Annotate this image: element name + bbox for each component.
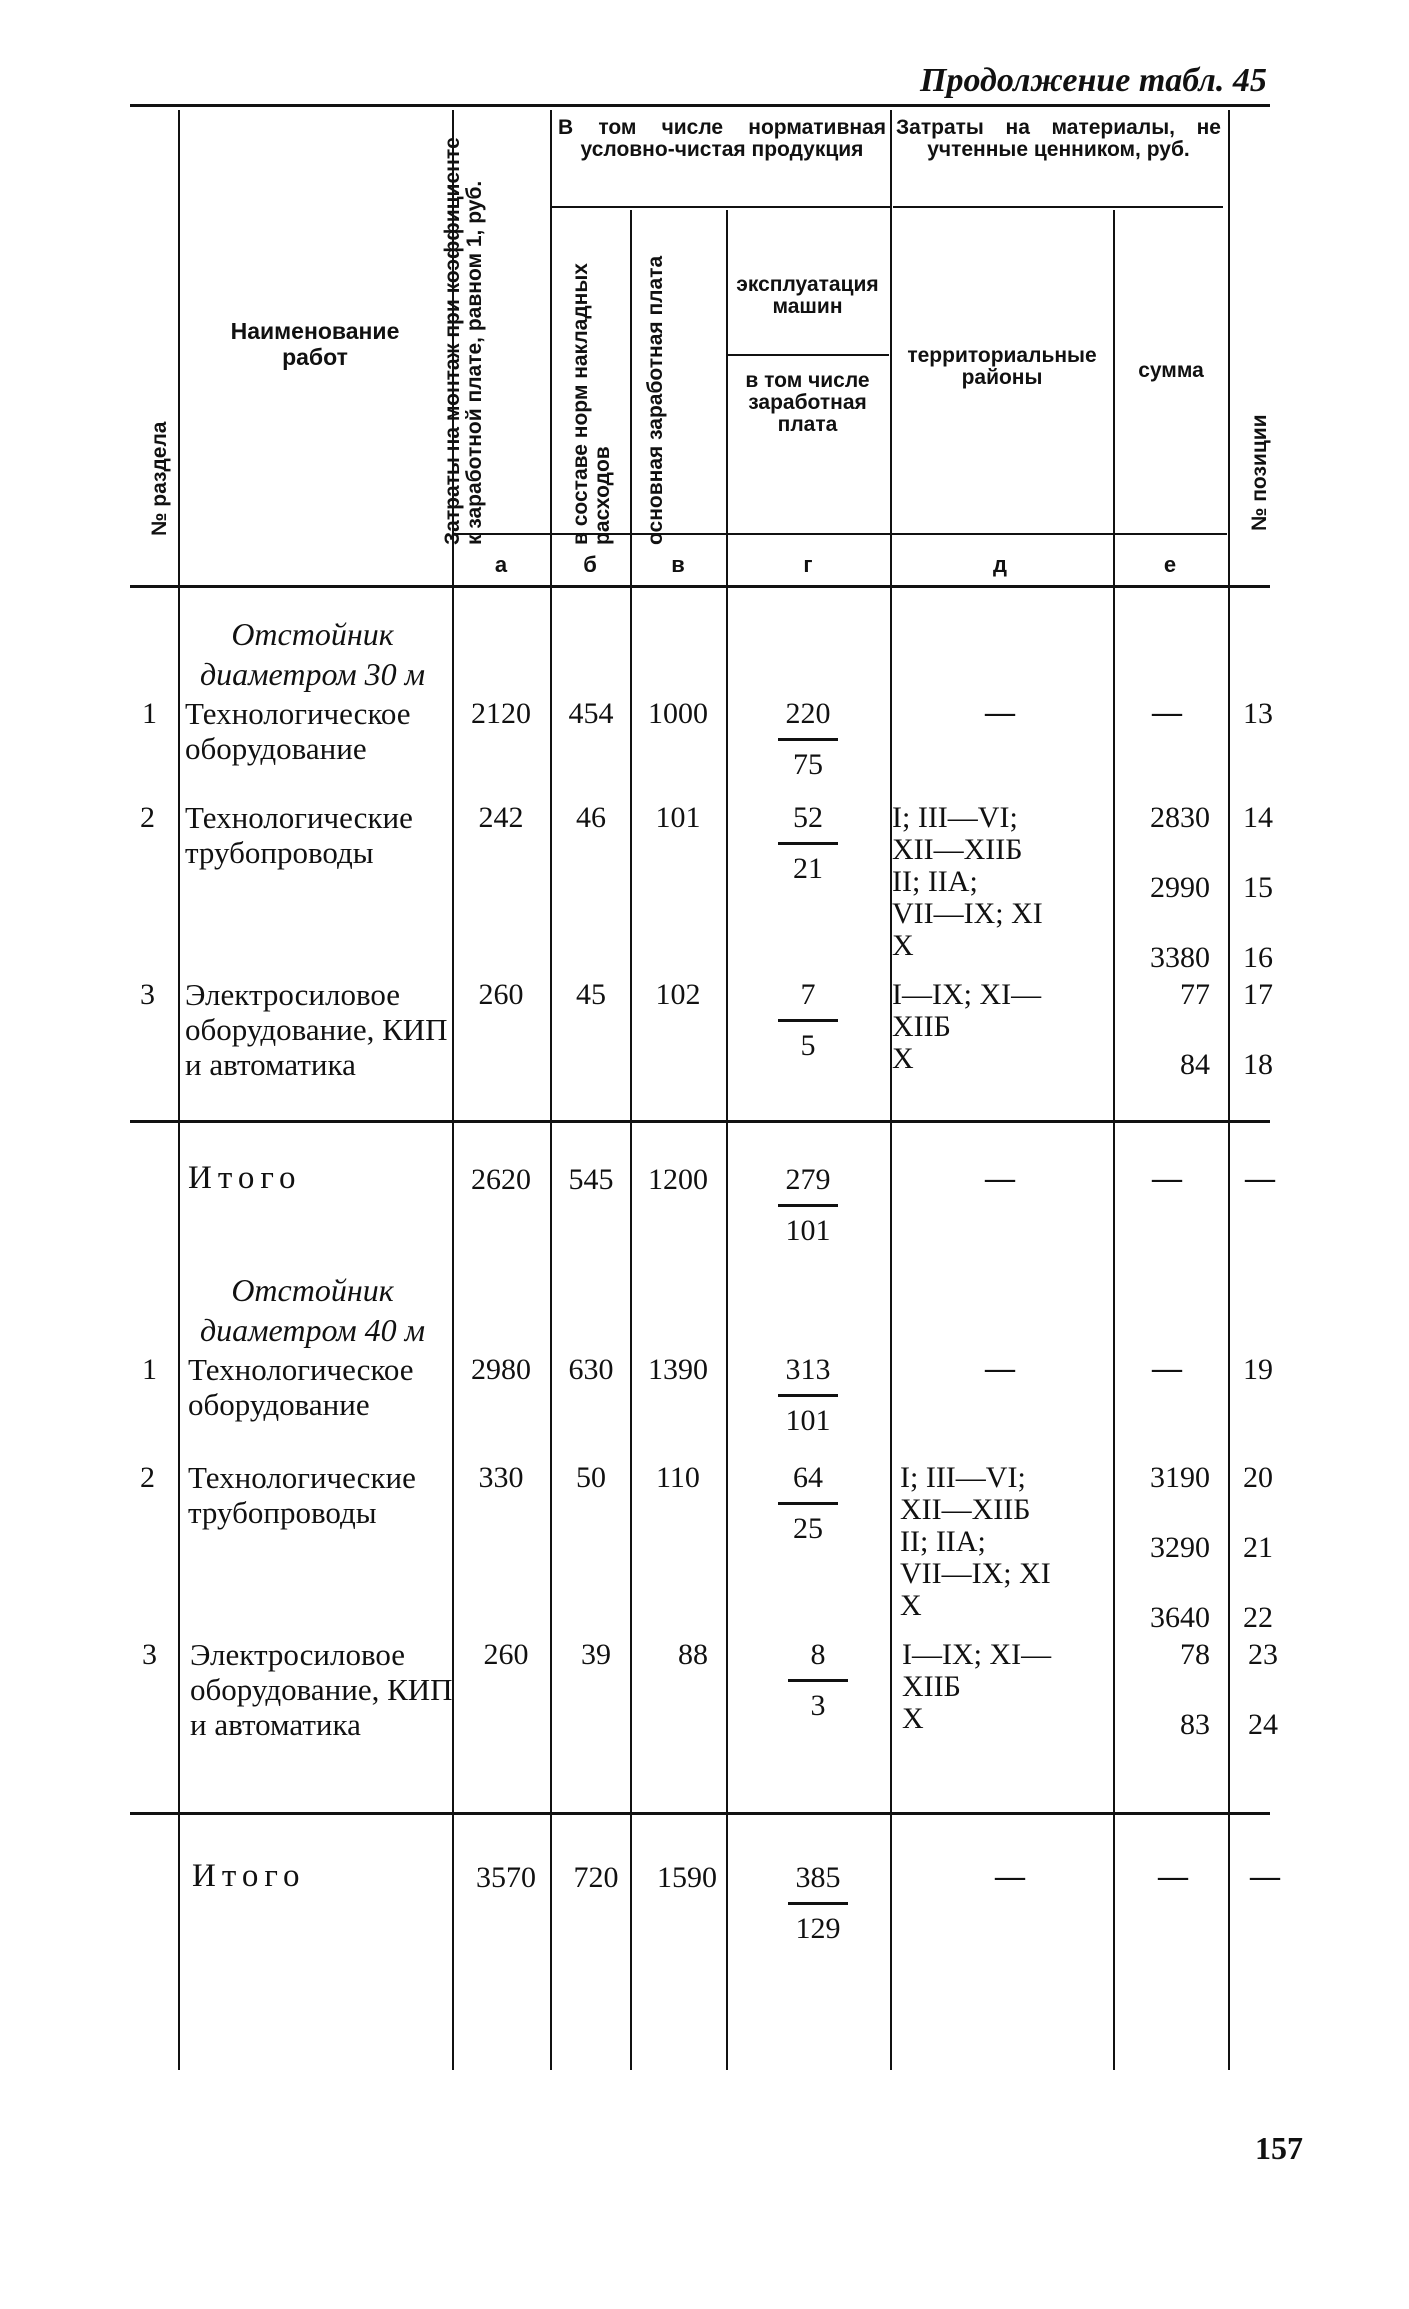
total-label: Итого [188,1160,302,1196]
letter-d: д [993,552,1007,577]
cost-a: 242 [478,801,524,834]
territorial-regions [892,979,1132,1075]
letter-e: е [1163,552,1177,577]
work-name: Электросиловое оборудование, КИП и автоматика [185,977,448,1082]
letter-v: в [671,552,685,577]
header-machine-incl-salary: в том числе заработная плата [745,369,870,436]
row-number: 3 [140,978,155,1011]
col-rule-8 [1228,110,1230,2070]
position-number: 22 [1243,1601,1273,1634]
material-sum: 2990 [1150,871,1210,904]
territorial-regions [892,802,1132,962]
position-number: 21 [1243,1531,1273,1564]
total-regions-dash: — [985,1162,1015,1195]
cost-b: 39 [581,1638,611,1671]
cost-b: 45 [576,978,606,1011]
header-position-no: № позиции [1248,414,1271,531]
material-sum: 84 [1180,1048,1210,1081]
cost-g-fraction: $\frac{8}{3}$ [768,1637,868,1724]
regions-dash: — [985,696,1015,729]
cost-v: 88 [678,1638,708,1671]
col-rule-7 [1113,210,1115,2070]
total-position-dash: — [1250,1860,1280,1893]
position-number: 17 [1243,978,1273,1011]
region-line: I—IX; XI— [902,1638,1052,1671]
region-line: I—IX; XI— [892,978,1042,1011]
total-sum-dash: — [1152,1162,1182,1195]
region-line: I; III—VI; [892,801,1018,834]
letter-a: а [494,552,508,577]
position-number: 13 [1243,697,1273,730]
header-machine-rule [726,354,889,356]
col-rule-5 [726,210,728,2070]
material-sum: 83 [1180,1708,1210,1741]
cost-g-fraction: $\frac{52}{21}$ [758,800,858,887]
cost-v: 102 [655,978,701,1011]
region-line: II; IIA; [900,1525,986,1558]
total-regions-dash: — [995,1860,1025,1893]
row-number: 2 [140,1461,155,1494]
total-v: 1200 [648,1163,708,1196]
material-sum: 78 [1180,1638,1210,1671]
material-sum: 77 [1180,978,1210,1011]
cost-v: 101 [655,801,701,834]
section-title: Отстойник диаметром 30 м [199,616,426,692]
region-line: XIIБ [902,1670,961,1703]
total-b: 545 [568,1163,614,1196]
section1-bottom-rule [130,1120,1270,1123]
cost-b: 630 [568,1353,614,1386]
position-number: 20 [1243,1461,1273,1494]
position-number: 19 [1243,1353,1273,1386]
header-base-salary: основная заработная плата [644,255,667,545]
header-work-name: Наименование работ [230,318,400,370]
header-territorial: территориальные районы [907,344,1097,389]
row-number: 3 [142,1638,157,1671]
region-line: VII—IX; XI [892,897,1043,930]
material-sum: 2830 [1150,801,1210,834]
sum-dash: — [1152,1352,1182,1385]
region-line: X [892,1042,914,1075]
total-b: 720 [573,1861,619,1894]
col-rule-3 [550,110,552,2070]
total-g-fraction: $\frac{279}{101}$ [758,1162,858,1249]
region-line: XII—XIIБ [900,1493,1031,1526]
total-label: Итого [192,1858,306,1894]
section-title: Отстойник диаметром 40 м [199,1272,426,1348]
cost-b: 46 [576,801,606,834]
work-name: Технологическое оборудование [188,1352,414,1422]
total-sum-dash: — [1158,1860,1188,1893]
header-subrule-1 [551,206,890,208]
header-machine-ops: эксплуатация машин [736,273,879,318]
material-sum: 3290 [1150,1531,1210,1564]
row-number: 2 [140,801,155,834]
position-number: 23 [1248,1638,1278,1671]
page-title: Продолжение табл. 45 [920,62,1267,99]
sum-dash: — [1152,696,1182,729]
cost-v: 1000 [648,697,708,730]
total-position-dash: — [1245,1162,1275,1195]
cost-b: 50 [576,1461,606,1494]
letter-g: г [803,552,813,577]
cost-a: 260 [483,1638,529,1671]
position-number: 24 [1248,1708,1278,1741]
cost-v: 1390 [648,1353,708,1386]
cost-g-fraction: $\frac{64}{25}$ [758,1460,858,1547]
region-line: XIIБ [892,1010,951,1043]
region-line: X [900,1589,922,1622]
col-rule-4 [630,210,632,2070]
region-line: XII—XIIБ [892,833,1023,866]
total-g-fraction: $\frac{385}{129}$ [768,1860,868,1947]
cost-a: 2120 [471,697,531,730]
table-top-rule [130,104,1270,107]
territorial-regions [900,1462,1140,1622]
header-install-cost: Затраты на монтаж при коэффициенте к заработной плате, равном 1, руб. [441,137,486,545]
position-number: 18 [1243,1048,1273,1081]
cost-a: 2980 [471,1353,531,1386]
row-number: 1 [142,697,157,730]
header-overhead: в составе норм накладных расходов [569,263,614,545]
material-sum: 3190 [1150,1461,1210,1494]
cost-g-fraction: $\frac{313}{101}$ [758,1352,858,1439]
header-bottom-rule [130,585,1270,588]
work-name: Электросиловое оборудование, КИП и автоматика [190,1637,453,1742]
work-name: Технологическое оборудование [185,696,411,766]
header-subrule-2 [893,206,1223,208]
total-v: 1590 [657,1861,717,1894]
total-a: 3570 [476,1861,536,1894]
header-materials: Затраты на материалы, не учтенные ценником, руб. [896,116,1221,161]
section2-bottom-rule [130,1812,1270,1815]
material-sum: 3640 [1150,1601,1210,1634]
cost-b: 454 [568,697,614,730]
territorial-regions [902,1639,1142,1735]
material-sum: 3380 [1150,941,1210,974]
header-incl-normative: В том числе нормативная условно-чистая продукция [558,116,886,161]
cost-v: 110 [656,1461,700,1494]
region-line: VII—IX; XI [900,1557,1051,1590]
header-sum: сумма [1138,359,1204,382]
work-name: Технологические трубопроводы [188,1460,416,1530]
work-name: Технологические трубопроводы [185,800,413,870]
position-number: 16 [1243,941,1273,974]
col-rule-6 [890,110,892,2070]
cost-g-fraction: $\frac{7}{5}$ [758,977,858,1064]
letter-b: б [583,552,597,577]
cost-g-fraction: $\frac{220}{75}$ [758,696,858,783]
position-number: 14 [1243,801,1273,834]
region-line: II; IIA; [892,865,978,898]
region-line: X [892,929,914,962]
region-line: X [902,1702,924,1735]
cost-a: 260 [478,978,524,1011]
page-number: 157 [1255,2130,1303,2166]
regions-dash: — [985,1352,1015,1385]
region-line: I; III—VI; [900,1461,1026,1494]
row-number: 1 [142,1353,157,1386]
cost-a: 330 [478,1461,524,1494]
position-number: 15 [1243,871,1273,904]
header-section-no: № раздела [148,421,171,536]
col-rule-1 [178,110,180,2070]
total-a: 2620 [471,1163,531,1196]
